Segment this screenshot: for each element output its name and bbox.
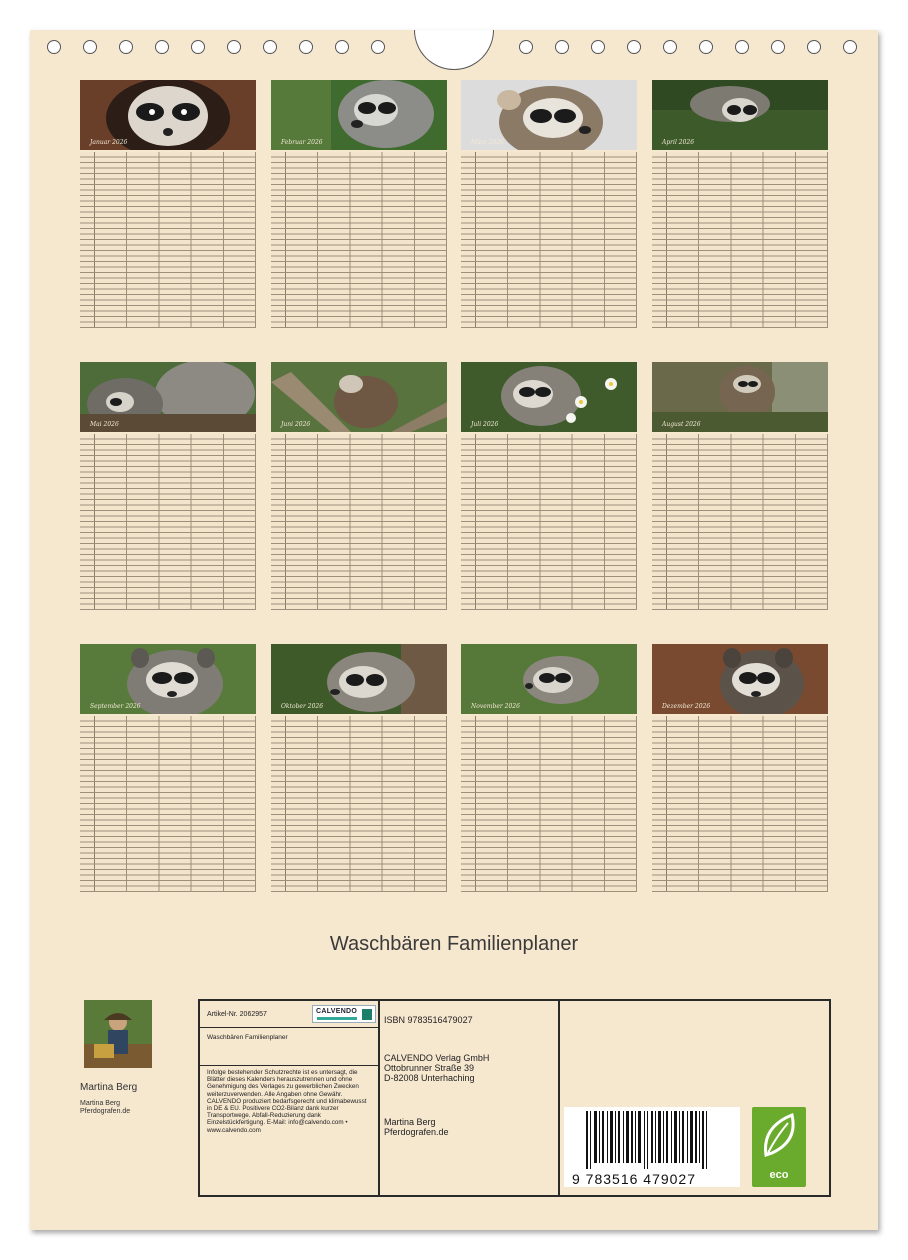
binding-hole [771,40,785,54]
author-name: Martina Berg [80,1082,138,1093]
binding-hole [519,40,533,54]
month-july [461,362,637,610]
month-march [461,80,637,328]
member-columns [476,152,637,328]
member-columns [476,434,637,610]
raccoon-photo [80,80,256,150]
author-credit [80,1100,130,1116]
member-columns [667,152,828,328]
legal-notice: Infolge bestehender Schutzrechte ist es untersagt, die Blätter dieses Kalenders herauszutrennen und ohne Genehmigung des Verlages zu gewerblichen Zwecken weiterzuverwenden. Alle Angaben ohne Gewähr. CALVENDO produziert bedarfsgerecht und klimabewusst in DE & EU. Positivere CO2-Bilanz dank kurzer Transportwege. Abfall-Reduzierung dank Einzelstückfertigung. E-Mail: info@calvendo.com • www.calvendo.com [207,1069,367,1134]
binding-hole [263,40,277,54]
month-may [80,362,256,610]
eco-badge [752,1107,806,1187]
month-october [271,644,447,892]
publisher-name: CALVENDO Verlag GmbH [384,1053,490,1063]
publisher-city: D-82008 Unterhaching [384,1073,475,1083]
calvendo-logo-text: CALVENDO [316,1008,358,1015]
month-label: Mai 2026 [90,421,119,428]
binding-hole [47,40,61,54]
month-september [80,644,256,892]
calendar-title: Waschbären Familienplaner [329,933,579,955]
divider [200,1027,379,1028]
member-columns [286,716,447,892]
member-columns [95,152,256,328]
month-label: März 2026 [471,139,504,146]
month-january [80,80,256,328]
month-label: April 2026 [662,139,695,146]
binding-hole [335,40,349,54]
calvendo-logo [312,1005,376,1023]
raccoon-photo [652,362,828,432]
author-credit-site: Pferdografen.de [80,1108,131,1115]
member-columns [476,716,637,892]
binding-hole [227,40,241,54]
month-label: November 2026 [471,703,520,710]
author-line-2: Pferdografen.de [384,1127,449,1137]
article-number: Artikel-Nr. 2062957 [207,1011,267,1018]
member-columns [667,434,828,610]
raccoon-photo [271,80,447,150]
month-august [652,362,828,610]
month-label: Juli 2026 [471,421,499,428]
product-name: Waschbären Familienplaner [207,1034,288,1041]
month-label: Dezember 2026 [662,703,711,710]
leaf-icon [752,1107,806,1167]
publication-info-box [198,999,831,1197]
author-photo [84,1000,152,1068]
raccoon-photo [461,80,637,150]
month-label: Januar 2026 [90,139,128,146]
binding-hole [807,40,821,54]
eco-label: eco [769,1169,789,1181]
raccoon-photo [271,362,447,432]
binding-hole [83,40,97,54]
member-columns [667,716,828,892]
binding-hole [555,40,569,54]
binding-hole [843,40,857,54]
raccoon-photo [461,644,637,714]
raccoon-photo [652,644,828,714]
month-label: September 2026 [90,703,141,710]
month-label: Februar 2026 [281,139,323,146]
month-june [271,362,447,610]
member-columns [95,716,256,892]
binding-hole [735,40,749,54]
month-february [271,80,447,328]
binding-hole [155,40,169,54]
raccoon-photo [461,362,637,432]
binding-hole [371,40,385,54]
member-columns [286,152,447,328]
binding-hole [699,40,713,54]
isbn-barcode [564,1107,740,1187]
publisher-street: Ottobrunner Straße 39 [384,1063,475,1073]
month-december [652,644,828,892]
member-columns [286,434,447,610]
raccoon-photo [652,80,828,150]
binding-hole [119,40,133,54]
author-credit-name: Martina Berg [80,1100,121,1107]
month-november [461,644,637,892]
member-columns [95,434,256,610]
month-april [652,80,828,328]
binding-hole [663,40,677,54]
barcode-number: 9 783516 479027 [572,1171,696,1187]
raccoon-photo [80,362,256,432]
binding-hole [299,40,313,54]
isbn: ISBN 9783516479027 [384,1015,473,1025]
raccoon-photo [80,644,256,714]
month-label: August 2026 [662,421,701,428]
author-line-1: Martina Berg [384,1117,436,1127]
divider [558,1001,560,1195]
binding-hole [591,40,605,54]
binding-hole [627,40,641,54]
binding-hole [191,40,205,54]
divider [378,1001,380,1195]
month-label: Juni 2026 [281,421,311,428]
raccoon-photo [271,644,447,714]
month-label: Oktober 2026 [281,703,324,710]
divider [200,1065,379,1066]
